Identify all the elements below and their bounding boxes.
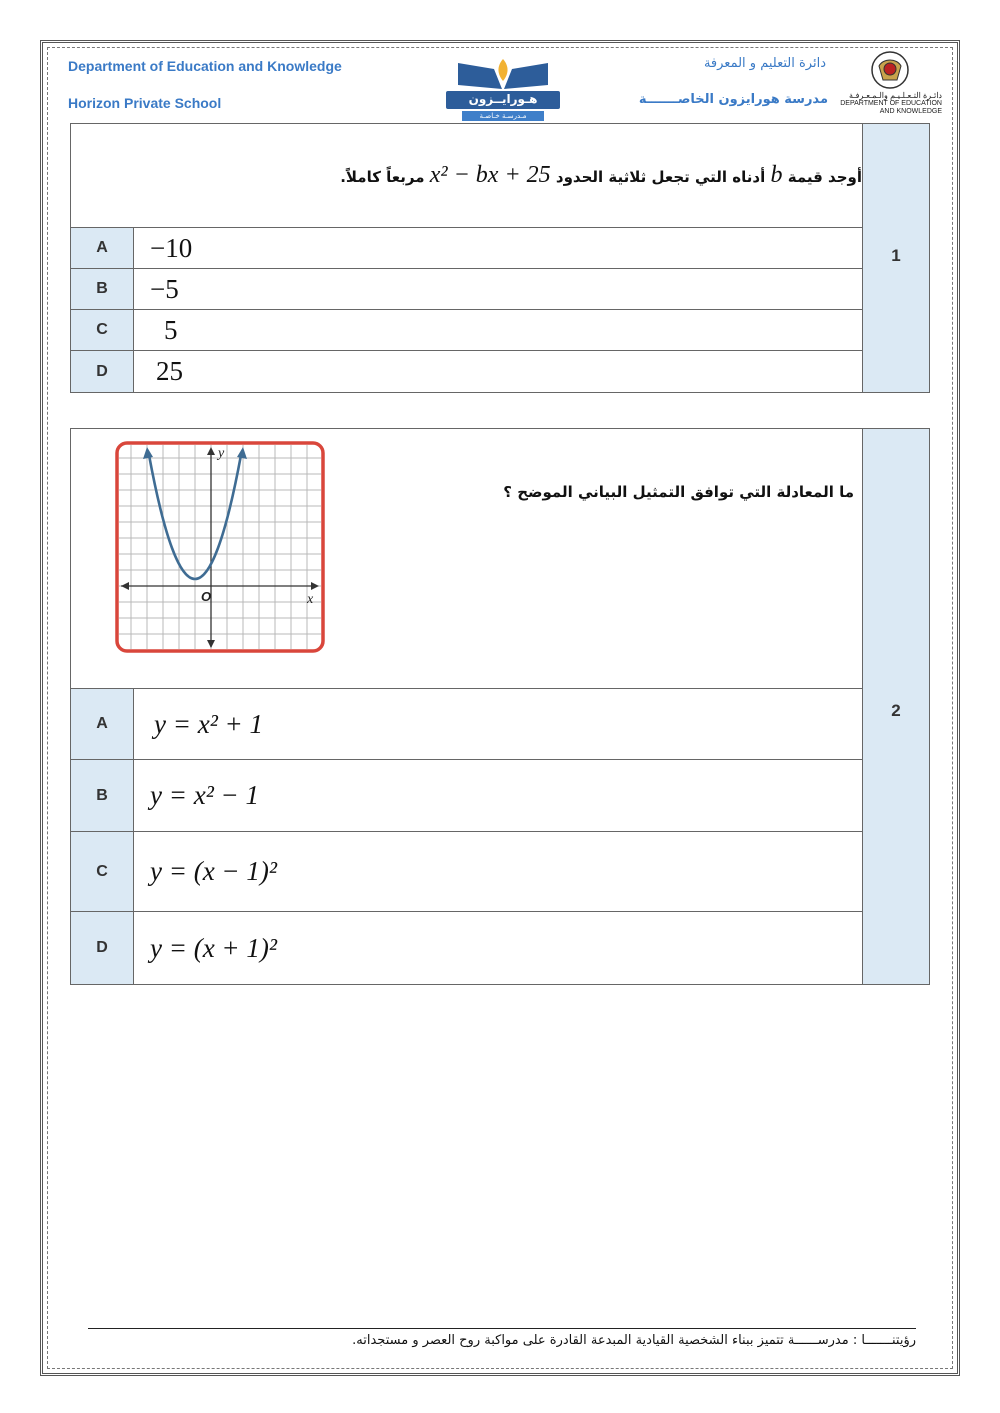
question-2-stem-cell: [71, 429, 863, 689]
option-b-label: B: [71, 269, 134, 310]
question-1-stem: [71, 124, 863, 228]
stem-expression: x² − bx + 25: [429, 162, 551, 188]
origin-label: O: [201, 589, 212, 604]
school-name-ar: مدرسة هورايزون الخاصـــــــة: [638, 92, 828, 107]
stem-mid: أدناه التي تجعل ثلاثية الحدود: [555, 168, 766, 186]
stem-variable: b: [770, 162, 783, 188]
q2-option-b[interactable]: y = x² − 1: [134, 760, 863, 832]
emblem-caption-en-2: AND KNOWLEDGE: [879, 108, 942, 115]
option-a[interactable]: −10: [134, 228, 863, 269]
footer-divider: [88, 1328, 916, 1329]
question-2-stem: ما المعادلة التي توافق التمثيل البياني الموضح ؟: [503, 483, 854, 501]
parabola-graph-svg: [115, 441, 325, 653]
q2-option-b-label: B: [71, 760, 134, 832]
dept-name-en: Department of Education and Knowledge: [68, 58, 342, 74]
stem-pre: أوجد قيمة: [787, 168, 862, 186]
y-axis-label: y: [218, 446, 225, 461]
q2-option-d[interactable]: y = (x + 1)²: [134, 912, 863, 985]
x-axis-label: x: [307, 592, 314, 607]
q2-option-d-label: D: [71, 912, 134, 985]
stem-post: مربعاً كاملاً.: [340, 168, 425, 186]
school-name-en: Horizon Private School: [68, 95, 222, 111]
logo-text-main: هـورايــزون: [468, 92, 538, 106]
emblem-caption-en-1: DEPARTMENT OF EDUCATION: [840, 100, 942, 107]
q2-option-c[interactable]: y = (x − 1)²: [134, 832, 863, 912]
logo-text-sub: مـدرسـة خـاصـة: [479, 112, 527, 120]
question-1-number: 1: [863, 124, 930, 393]
parabola-graph: [115, 441, 325, 658]
question-2-number: 2: [863, 429, 930, 985]
dept-name-ar: دائرة التعليم و المعرفة: [703, 56, 826, 71]
question-1-table: [70, 123, 930, 393]
falcon-emblem-icon: [869, 50, 911, 90]
government-emblem: [869, 50, 911, 90]
option-a-label: A: [71, 228, 134, 269]
option-d-label: D: [71, 351, 134, 393]
q2-option-a[interactable]: y = x² + 1: [134, 689, 863, 760]
school-logo: [444, 55, 562, 123]
option-c[interactable]: 5: [134, 310, 863, 351]
question-2-table: [70, 428, 930, 985]
emblem-caption: [822, 92, 942, 116]
option-d[interactable]: 25: [134, 351, 863, 393]
school-vision: رؤيتنـــــــا : مدرســــــة تتميز ببناء الشخصية القيادية المبدعة القادرة على مواكبة روح العصر و مستجداته.: [352, 1333, 916, 1348]
q2-option-c-label: C: [71, 832, 134, 912]
option-c-label: C: [71, 310, 134, 351]
emblem-caption-ar: دائـرة التـعـلـيـم والـمـعـرفـة: [848, 91, 942, 100]
q2-option-a-label: A: [71, 689, 134, 760]
option-b[interactable]: −5: [134, 269, 863, 310]
